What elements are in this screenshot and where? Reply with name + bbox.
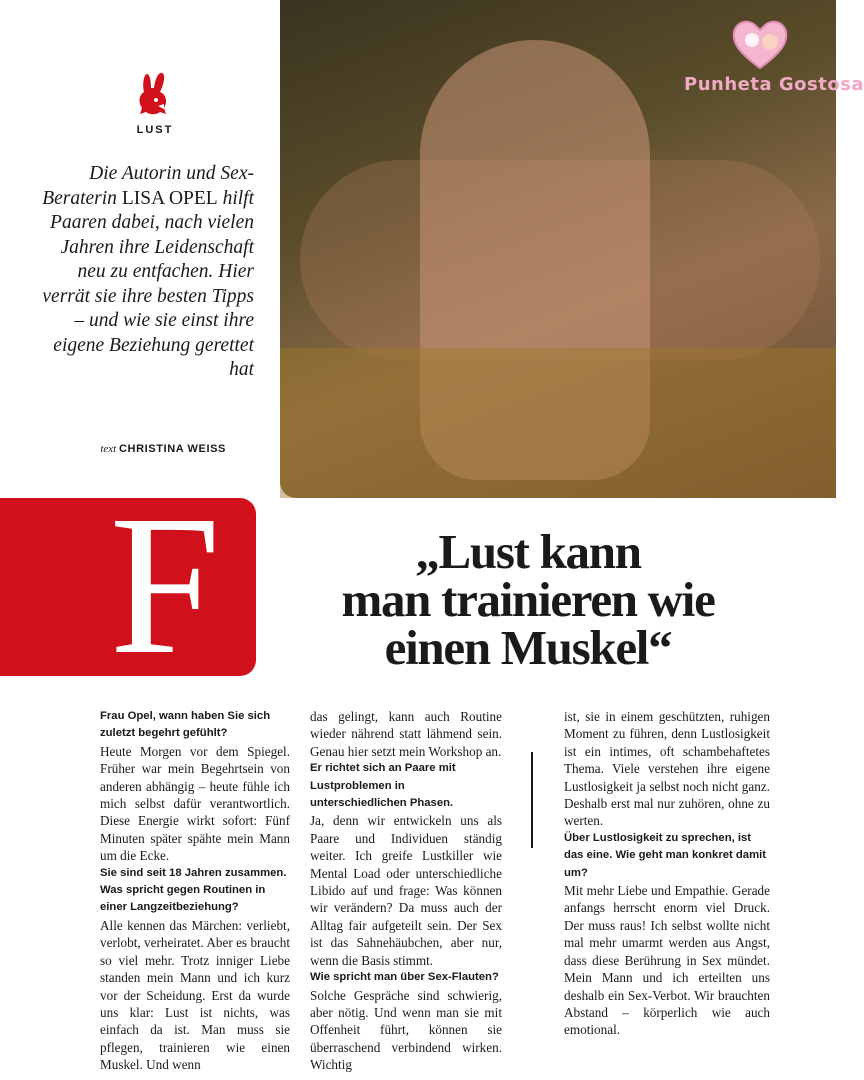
body-column-2 <box>310 708 502 1074</box>
watermark-text: Punheta Gostosa <box>684 74 864 95</box>
headline-line: man trainieren wie <box>341 572 715 627</box>
playboy-bunny-icon <box>136 72 172 116</box>
column-divider <box>531 752 533 848</box>
intro-author-name: LISA OPEL <box>121 187 218 209</box>
drop-initial: F <box>109 475 221 696</box>
byline <box>28 443 226 455</box>
intro-before-name: Die Autorin und Sex-Beraterin <box>42 163 254 209</box>
interview-answer: Heute Morgen vor dem Spiegel. Früher war mein Begehrtsein von anderen abhängig – heute fühle ich mich selbst dafür verantwortlich. Diese Energie wirkt sofort: Fünf Minuten später spähte mein Mann um die Ecke. <box>100 743 290 864</box>
interview-answer: Ja, denn wir entwickeln uns als Paare und Individuen ständig weiter. Ich greife Lustkiller wie Mental Load oder unterschiedliche Libido auf und frage: Was können wir verändern? Da muss auch der Alltag fair aufgeteilt sein. Der Sex ist das Sahnehäubchen, aber nur, wenn die Basis stimmt. <box>310 813 502 968</box>
interview-answer: Mit mehr Liebe und Empathie. Gerade anfangs herrscht enorm viel Druck. Der muss raus! Ich selbst wollte nicht mal mehr umarmt werden aus Angst, dass diese Berührung in Sex mündet. Mein Mann und ich erteilten uns deshalb ein Sex-Verbot. Wir brauchten Abstand – körperlich wie auch emotional. <box>564 883 770 1038</box>
section-label: LUST <box>136 124 174 136</box>
interview-answer: das gelingt, kann auch Routine wieder nährend statt lähmend sein. Genau hier setzt mein Workshop an. <box>310 709 502 759</box>
interview-question: Frau Opel, wann haben Sie sich zuletzt begehrt gefühlt? <box>100 710 271 740</box>
byline-author: CHRISTINA WEISS <box>119 443 226 455</box>
interview-answer: Alle kennen das Märchen: verliebt, verlobt, verheiratet. Aber es braucht so viel mehr. Trotz inniger Liebe standen mein Mann und ich kurz vor der Scheidung. Erst da wurde uns klar: Lust ist nichts, was einfach da ist. Man muss sie pflegen, trainieren wie einen Muskel. Und wenn <box>100 917 290 1073</box>
byline-label: text <box>100 443 117 455</box>
heart-logo-icon <box>730 16 790 72</box>
headline <box>268 524 788 675</box>
interview-question: Wie spricht man über Sex-Flauten? <box>310 971 499 984</box>
intro-text <box>28 162 254 383</box>
intro-after-name: hilft Paaren dabei, nach vielen Jahren ihre Leidenschaft neu zu entfachen. Hier verrät sie ihre besten Tipps – und wie sie einst ihre eigene Beziehung gerettet hat <box>42 187 254 380</box>
interview-answer: ist, sie in einem geschützten, ruhigen Moment zu führen, denn Lustlosigkeit ist ein intimes, oft schambehaftetes Thema. Viele verstehen ihre eigene Lustlosigkeit ja selbst noch nicht ganz. Deshalb erst mal nur zuhören, ohne zu werten. <box>564 709 770 829</box>
photo-sofa <box>280 348 836 498</box>
body-column-1 <box>100 708 290 1074</box>
interview-question: Über Lustlosigkeit zu sprechen, ist das eine. Wie geht man konkret damit um? <box>564 831 767 879</box>
interview-question: Er richtet sich an Paare mit Lustproblemen in unterschiedlichen Phasen. <box>310 762 456 810</box>
body-column-3 <box>564 708 770 1039</box>
interview-answer: Solche Gespräche sind schwierig, aber nötig. Und wenn man sie mit Offenheit führt, können sie überraschend verbindend wirken. Wichtig <box>310 987 502 1073</box>
interview-question: Sie sind seit 18 Jahren zusammen. Was spricht gegen Routinen in einer Langzeitbeziehung? <box>100 866 287 914</box>
headline-line: einen Muskel“ <box>384 620 672 675</box>
headline-line: „Lust kann <box>415 524 641 579</box>
